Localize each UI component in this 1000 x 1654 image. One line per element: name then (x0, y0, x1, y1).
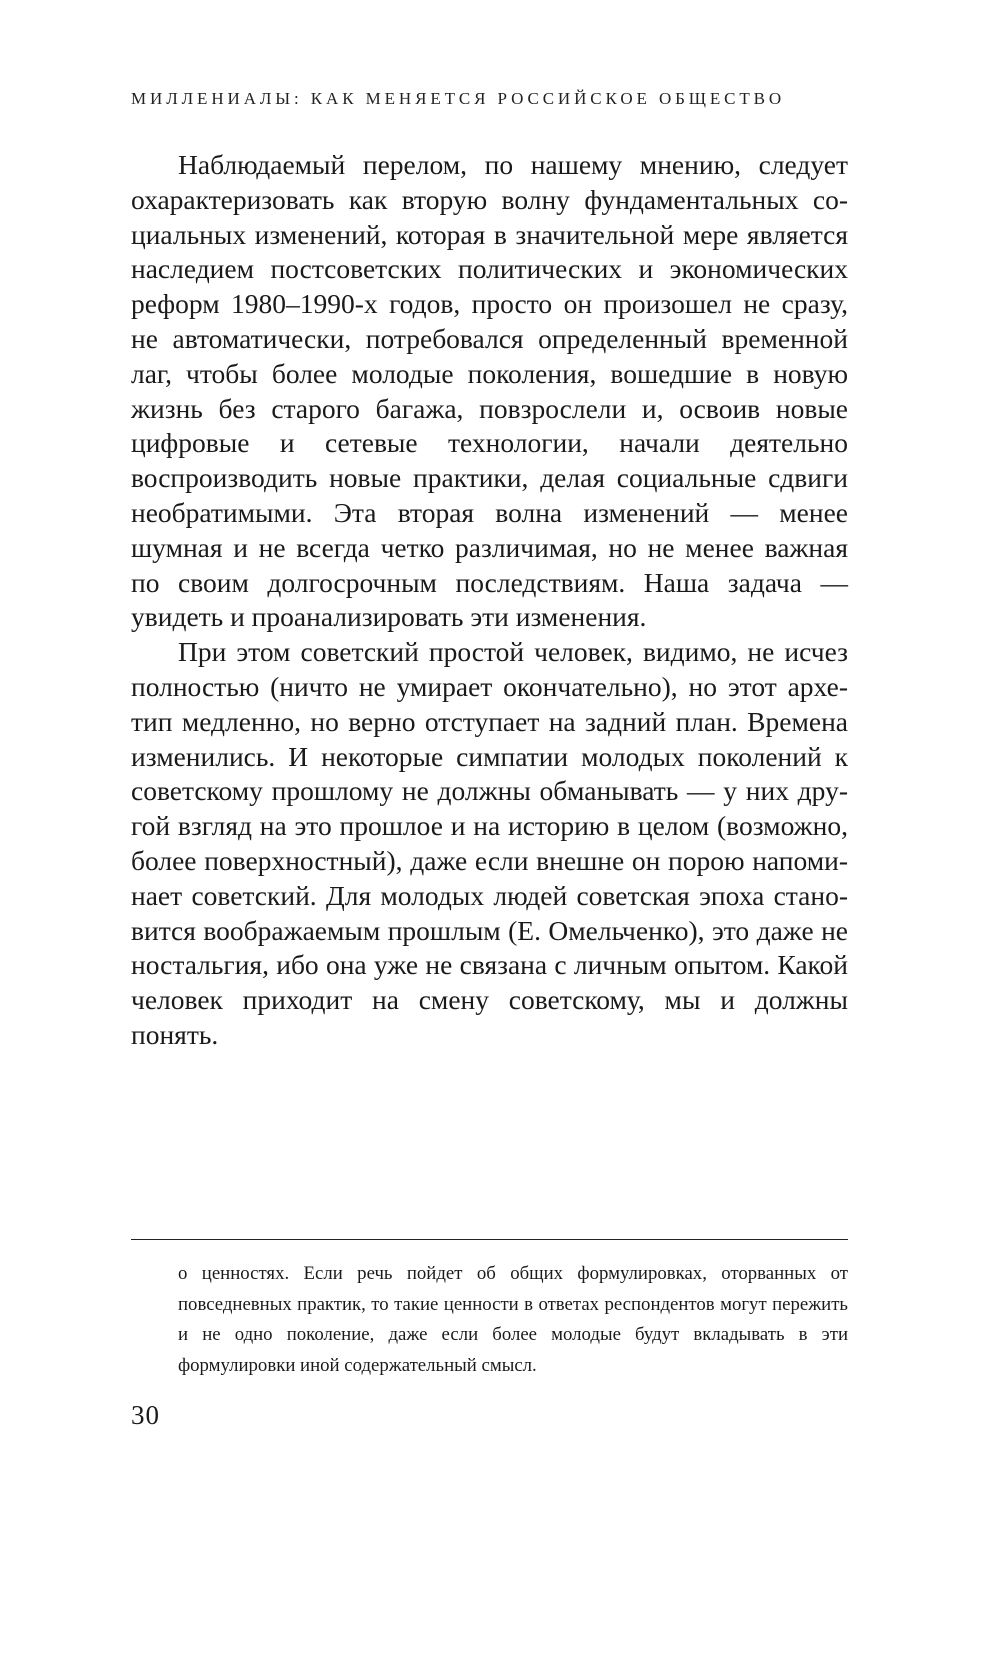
page-number: 30 (131, 1400, 160, 1430)
footnote-text: о ценностях. Если речь пойдет об общих формулировках, оторванных от повседневных практик, то такие ценности в ответах респондентов могут пережить и не одно поколение, даже если более молодые будут вкладывать в эти формулировки иной содержательный смысл. (178, 1263, 848, 1376)
running-head: МИЛЛЕНИАЛЫ: КАК МЕНЯЕТСЯ РОССИЙСКОЕ ОБЩЕСТВО (131, 89, 786, 108)
paragraph: Наблюдаемый перелом, по нашему мнению, следует охарактеризовать как вторую волну фундаментальных социальных изменений, которая в значительной мере является наследием постсоветских политических и экономических реформ 1980–1990-х годов, просто он произошел не сразу, не автоматически, потребовался определенный временной лаг, чтобы более молодые поколения, вошедшие в новую жизнь без старого багажа, повзрослели и, освоив новые цифровые и сетевые технологии, начали деятельно воспроизводить новые практики, делая социальные сдвиги необратимыми. Эта вторая волна изменений — менее шумная и не всегда четко различимая, но не менее важная по своим долгосрочным последствиям. Наша задача — увидеть и проанализировать эти изменения. (131, 149, 848, 633)
main-text (131, 148, 848, 1053)
paragraph: При этом советский простой человек, видимо, не исчез полностью (ничто не умирает окончательно), но этот архетип медленно, но верно отступает на задний план. Времена изменились. И некоторые симпатии молодых поколений к советскому прошлому не должны обманывать — у них другой взгляд на это прошлое и на историю в целом (возможно, более поверхностный), даже если внешне он порою напоминает советский. Для молодых людей советская эпоха становится воображаемым прошлым (Е. Омельченко), это даже не ностальгия, ибо она уже не связана с личным опытом. Какой человек приходит на смену советскому, мы и должны понять. (131, 636, 848, 1050)
footnote-divider (131, 1239, 848, 1240)
